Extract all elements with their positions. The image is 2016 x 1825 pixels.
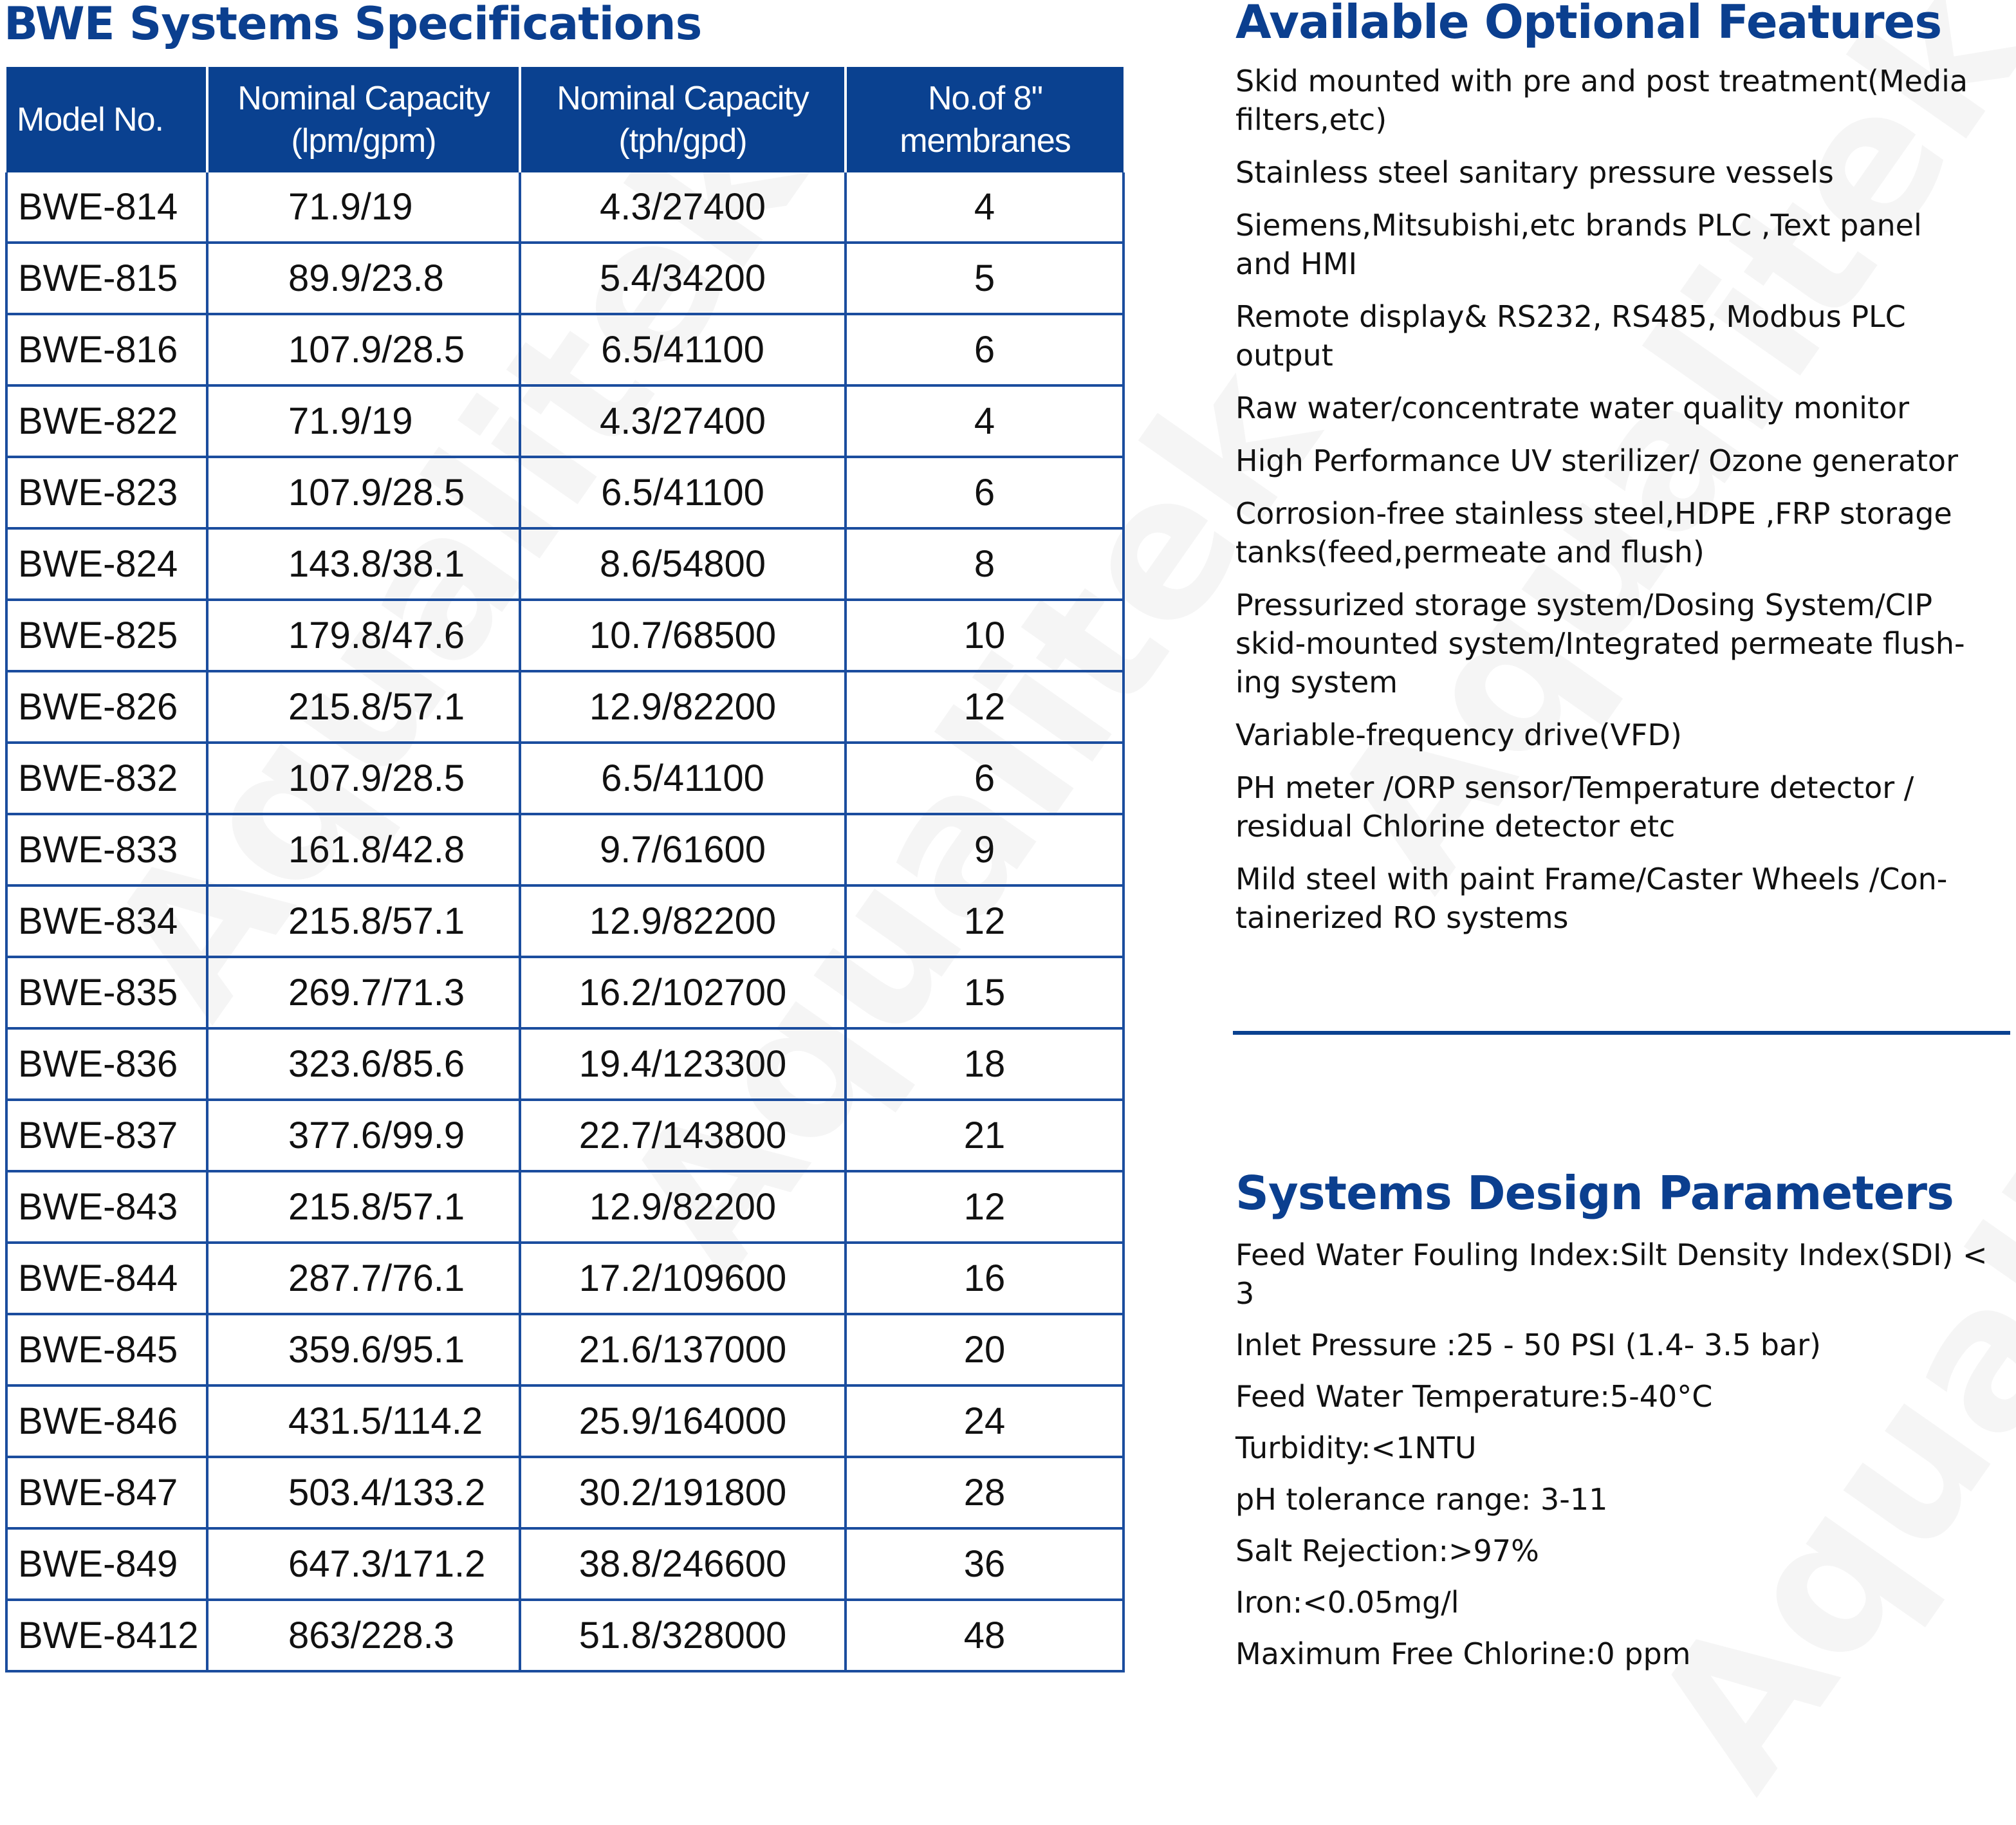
column-header-line: No.of 8" [927, 80, 1043, 117]
feature-item-line: PH meter /ORP sensor/Temperature detector / [1235, 770, 1914, 805]
table-row [6, 1028, 1124, 1100]
cell-membranes-count: 48 [846, 1600, 1124, 1671]
cell-capacity-tph-gpd: 16.2/102700 [520, 957, 846, 1028]
parameter-item-line: Inlet Pressure :25 - 50 PSI (1.4- 3.5 bar) [1235, 1328, 1822, 1362]
cell-capacity-tph-gpd: 10.7/68500 [520, 600, 846, 671]
column-header-line: membranes [900, 122, 1071, 160]
parameter-item [1235, 1326, 1988, 1364]
cell-capacity-tph-gpd: 8.6/54800 [520, 528, 846, 600]
cell-model-no: BWE-847 [6, 1457, 207, 1528]
feature-item [1235, 494, 1968, 571]
cell-model-no: BWE-846 [6, 1385, 207, 1457]
cell-capacity-lpm-gpm: 161.8/42.8 [207, 814, 520, 885]
specifications-table [5, 67, 1125, 1672]
table-row [6, 1528, 1124, 1600]
feature-item-line: output [1235, 338, 1333, 373]
cell-model-no: BWE-844 [6, 1243, 207, 1314]
parameter-item-line: Feed Water Temperature:5-40°C [1235, 1379, 1713, 1414]
cell-membranes-count: 9 [846, 814, 1124, 885]
cell-capacity-lpm-gpm: 377.6/99.9 [207, 1100, 520, 1171]
column-header-line: Model No. [17, 101, 163, 138]
table-row [6, 1385, 1124, 1457]
table-row [6, 957, 1124, 1028]
cell-membranes-count: 16 [846, 1243, 1124, 1314]
cell-capacity-lpm-gpm: 179.8/47.6 [207, 600, 520, 671]
parameter-item-line: Iron:<0.05mg/l [1235, 1585, 1459, 1620]
cell-capacity-tph-gpd: 5.4/34200 [520, 243, 846, 314]
cell-membranes-count: 28 [846, 1457, 1124, 1528]
cell-capacity-tph-gpd: 6.5/41100 [520, 743, 846, 814]
cell-capacity-tph-gpd: 17.2/109600 [520, 1243, 846, 1314]
table-row [6, 1100, 1124, 1171]
cell-capacity-lpm-gpm: 143.8/38.1 [207, 528, 520, 600]
cell-capacity-tph-gpd: 25.9/164000 [520, 1385, 846, 1457]
cell-membranes-count: 12 [846, 885, 1124, 957]
table-row [6, 1171, 1124, 1243]
parameter-item [1235, 1236, 1988, 1313]
column-header-line: Nominal Capacity [557, 80, 809, 117]
cell-capacity-tph-gpd: 12.9/82200 [520, 885, 846, 957]
parameter-item [1235, 1377, 1988, 1416]
cell-model-no: BWE-837 [6, 1100, 207, 1171]
feature-item [1235, 153, 1968, 192]
column-header-capacity-tph-gpd [520, 67, 846, 172]
cell-capacity-tph-gpd: 30.2/191800 [520, 1457, 846, 1528]
feature-item-line: ing system [1235, 665, 1398, 699]
table-row [6, 457, 1124, 528]
feature-item-line: Variable-frequency drive(VFD) [1235, 718, 1682, 752]
cell-model-no: BWE-826 [6, 671, 207, 743]
cell-model-no: BWE-822 [6, 385, 207, 457]
feature-item [1235, 62, 1968, 139]
cell-capacity-lpm-gpm: 71.9/19 [207, 385, 520, 457]
feature-item-line: Remote display& RS232, RS485, Modbus PLC [1235, 299, 1906, 334]
parameter-item-line: Turbidity:<1NTU [1235, 1431, 1477, 1465]
table-row [6, 172, 1124, 243]
cell-capacity-lpm-gpm: 359.6/95.1 [207, 1314, 520, 1385]
cell-capacity-lpm-gpm: 215.8/57.1 [207, 885, 520, 957]
cell-capacity-tph-gpd: 4.3/27400 [520, 385, 846, 457]
table-row [6, 243, 1124, 314]
cell-membranes-count: 24 [846, 1385, 1124, 1457]
parameter-item-line: 3 [1235, 1276, 1255, 1311]
cell-model-no: BWE-833 [6, 814, 207, 885]
parameter-item [1235, 1480, 1988, 1519]
parameter-item-line: Salt Rejection:>97% [1235, 1533, 1539, 1568]
features-title: Available Optional Features [1235, 0, 1942, 49]
feature-item-line: and HMI [1235, 246, 1358, 281]
cell-capacity-lpm-gpm: 647.3/171.2 [207, 1528, 520, 1600]
cell-model-no: BWE-843 [6, 1171, 207, 1243]
feature-item-line: Mild steel with paint Frame/Caster Wheels /Con- [1235, 862, 1948, 896]
cell-capacity-tph-gpd: 22.7/143800 [520, 1100, 846, 1171]
cell-membranes-count: 6 [846, 457, 1124, 528]
cell-capacity-lpm-gpm: 107.9/28.5 [207, 743, 520, 814]
cell-capacity-lpm-gpm: 269.7/71.3 [207, 957, 520, 1028]
feature-item-line: skid-mounted system/Integrated permeate flush- [1235, 626, 1965, 661]
cell-membranes-count: 12 [846, 1171, 1124, 1243]
cell-membranes-count: 5 [846, 243, 1124, 314]
column-header-line: (tph/gpd) [618, 122, 747, 160]
table-row [6, 1314, 1124, 1385]
parameter-item-line: Maximum Free Chlorine:0 ppm [1235, 1636, 1691, 1671]
feature-item-line: Corrosion-free stainless steel,HDPE ,FRP storage [1235, 496, 1952, 531]
cell-model-no: BWE-836 [6, 1028, 207, 1100]
feature-item-line: tanks(feed,permeate and flush) [1235, 535, 1705, 570]
cell-capacity-tph-gpd: 6.5/41100 [520, 457, 846, 528]
feature-item-line: Raw water/concentrate water quality monitor [1235, 391, 1910, 425]
feature-item-line: filters,etc) [1235, 102, 1387, 137]
section-divider [1233, 1031, 2010, 1035]
cell-model-no: BWE-814 [6, 172, 207, 243]
cell-capacity-lpm-gpm: 107.9/28.5 [207, 457, 520, 528]
cell-capacity-lpm-gpm: 287.7/76.1 [207, 1243, 520, 1314]
cell-capacity-tph-gpd: 6.5/41100 [520, 314, 846, 385]
parameter-item-line: Feed Water Fouling Index:Silt Density Index(SDI) < [1235, 1237, 1988, 1272]
cell-model-no: BWE-825 [6, 600, 207, 671]
feature-item [1235, 716, 1968, 754]
parameter-item-line: pH tolerance range: 3-11 [1235, 1482, 1608, 1517]
cell-capacity-lpm-gpm: 89.9/23.8 [207, 243, 520, 314]
feature-item [1235, 206, 1968, 283]
table-row [6, 885, 1124, 957]
table-row [6, 814, 1124, 885]
parameter-item [1235, 1429, 1988, 1467]
cell-capacity-lpm-gpm: 431.5/114.2 [207, 1385, 520, 1457]
column-header-line: (lpm/gpm) [291, 122, 436, 160]
cell-model-no: BWE-834 [6, 885, 207, 957]
cell-membranes-count: 15 [846, 957, 1124, 1028]
cell-membranes-count: 4 [846, 385, 1124, 457]
cell-capacity-lpm-gpm: 863/228.3 [207, 1600, 520, 1671]
features-list [1235, 62, 1968, 951]
cell-capacity-lpm-gpm: 215.8/57.1 [207, 1171, 520, 1243]
table-row [6, 671, 1124, 743]
parameter-item [1235, 1532, 1988, 1570]
cell-membranes-count: 21 [846, 1100, 1124, 1171]
parameter-item [1235, 1635, 1988, 1673]
table-row [6, 385, 1124, 457]
cell-membranes-count: 18 [846, 1028, 1124, 1100]
cell-capacity-lpm-gpm: 503.4/133.2 [207, 1457, 520, 1528]
feature-item-line: Stainless steel sanitary pressure vessels [1235, 155, 1834, 190]
column-header-capacity-lpm-gpm [207, 67, 520, 172]
cell-model-no: BWE-815 [6, 243, 207, 314]
feature-item [1235, 441, 1968, 480]
table-body [6, 172, 1124, 1671]
table-row [6, 1457, 1124, 1528]
cell-capacity-tph-gpd: 21.6/137000 [520, 1314, 846, 1385]
column-header-membranes-count [846, 67, 1124, 172]
feature-item [1235, 297, 1968, 375]
cell-capacity-tph-gpd: 12.9/82200 [520, 671, 846, 743]
cell-capacity-lpm-gpm: 107.9/28.5 [207, 314, 520, 385]
feature-item [1235, 586, 1968, 701]
column-header-model-no [6, 67, 207, 172]
cell-membranes-count: 10 [846, 600, 1124, 671]
table-row [6, 1600, 1124, 1671]
cell-model-no: BWE-849 [6, 1528, 207, 1600]
feature-item-line: High Performance UV sterilizer/ Ozone generator [1235, 443, 1958, 478]
table-header-row [6, 67, 1124, 172]
feature-item-line: tainerized RO systems [1235, 900, 1569, 935]
cell-capacity-tph-gpd: 38.8/246600 [520, 1528, 846, 1600]
table-row [6, 314, 1124, 385]
cell-membranes-count: 6 [846, 314, 1124, 385]
cell-model-no: BWE-832 [6, 743, 207, 814]
cell-model-no: BWE-8412 [6, 1600, 207, 1671]
cell-capacity-tph-gpd: 51.8/328000 [520, 1600, 846, 1671]
cell-membranes-count: 20 [846, 1314, 1124, 1385]
cell-membranes-count: 4 [846, 172, 1124, 243]
cell-membranes-count: 8 [846, 528, 1124, 600]
parameters-list [1235, 1236, 1988, 1686]
cell-capacity-lpm-gpm: 323.6/85.6 [207, 1028, 520, 1100]
cell-membranes-count: 12 [846, 671, 1124, 743]
parameter-item [1235, 1583, 1988, 1622]
cell-model-no: BWE-845 [6, 1314, 207, 1385]
cell-model-no: BWE-823 [6, 457, 207, 528]
parameters-title: Systems Design Parameters [1235, 1166, 1954, 1220]
feature-item [1235, 768, 1968, 846]
table-row [6, 743, 1124, 814]
cell-capacity-tph-gpd: 12.9/82200 [520, 1171, 846, 1243]
feature-item-line: residual Chlorine detector etc [1235, 809, 1676, 844]
specifications-title: BWE Systems Specifications [4, 0, 702, 50]
cell-membranes-count: 36 [846, 1528, 1124, 1600]
feature-item [1235, 389, 1968, 427]
cell-model-no: BWE-824 [6, 528, 207, 600]
feature-item-line: Skid mounted with pre and post treatment(Media [1235, 64, 1968, 98]
column-header-line: Nominal Capacity [237, 80, 490, 117]
table-row [6, 528, 1124, 600]
cell-capacity-tph-gpd: 4.3/27400 [520, 172, 846, 243]
cell-model-no: BWE-835 [6, 957, 207, 1028]
cell-membranes-count: 6 [846, 743, 1124, 814]
cell-capacity-tph-gpd: 9.7/61600 [520, 814, 846, 885]
feature-item-line: Pressurized storage system/Dosing System/CIP [1235, 588, 1933, 622]
table-row [6, 1243, 1124, 1314]
cell-capacity-lpm-gpm: 71.9/19 [207, 172, 520, 243]
cell-capacity-lpm-gpm: 215.8/57.1 [207, 671, 520, 743]
feature-item-line: Siemens,Mitsubishi,etc brands PLC ,Text panel [1235, 208, 1922, 243]
table-row [6, 600, 1124, 671]
cell-capacity-tph-gpd: 19.4/123300 [520, 1028, 846, 1100]
cell-model-no: BWE-816 [6, 314, 207, 385]
feature-item [1235, 860, 1968, 937]
